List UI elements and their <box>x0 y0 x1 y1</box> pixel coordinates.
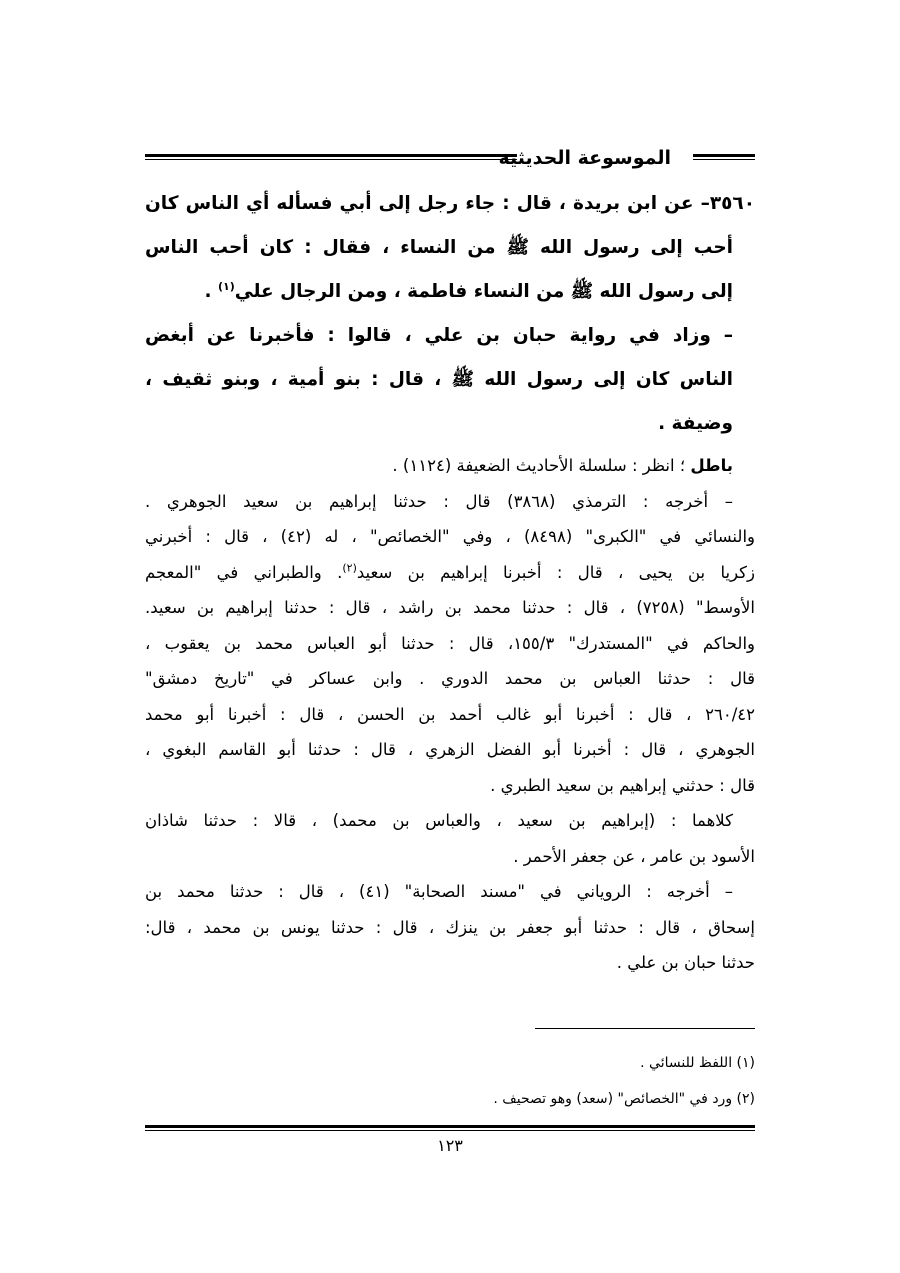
footnote-separator <box>535 1028 755 1029</box>
takhrij-line-4: الأوسط" (٧٢٥٨) ، قال : حدثنا محمد بن راشد ، قال : حدثنا إبراهيم بن سعيد. <box>145 598 755 617</box>
hadith-line-4: – وزاد في رواية حبان بن علي ، قالوا : فأخبرنا عن أبغض <box>145 325 733 346</box>
takhrij-line-8: الجوهري ، قال : أخبرنا أبو الفضل الزهري ، قال : حدثنا أبو القاسم البغوي ، <box>145 740 755 759</box>
hadith-line-6: وضيفة . <box>658 413 733 434</box>
takhrij-line-3 <box>145 555 755 591</box>
takhrij-line-11: الأسود بن عامر ، عن جعفر الأحمر . <box>513 846 755 866</box>
takhrij-line-14: حدثنا حبان بن علي . <box>616 953 755 972</box>
takhrij-line-5: والحاكم في "المستدرك" ١٥٥/٣، قال : حدثنا أبو العباس محمد بن يعقوب ، <box>145 633 755 653</box>
grading-word: باطل <box>690 456 733 475</box>
footnote-2: (٢) ورد في "الخصائص" (سعد) وهو تصحيف . <box>493 1091 755 1107</box>
takhrij-line-10: كلاهما : (إبراهيم بن سعيد ، والعباس بن محمد) ، قالا : حدثنا شاذان <box>145 811 733 830</box>
header-rule-left <box>145 154 517 160</box>
header-title: الموسوعة الحديثية <box>498 147 671 169</box>
header-rule-right <box>693 154 755 160</box>
hadith-line-2: أحب إلى رسول الله ﷺ من النساء ، فقال : كان أحب الناس <box>145 237 733 258</box>
document-page <box>145 140 755 1180</box>
running-header <box>145 140 755 176</box>
hadith-line-3 <box>145 270 755 314</box>
grading-rest: ؛ انظر : سلسلة الأحاديث الضعيفة (١١٢٤) . <box>392 456 691 475</box>
takhrij-line-7: ٢٦٠/٤٢ ، قال : أخبرنا أبو غالب أحمد بن الحسن ، قال : أخبرنا أبو محمد <box>145 704 755 724</box>
page-number: ١٢٣ <box>437 1136 463 1155</box>
takhrij-line-6: قال : حدثنا العباس بن محمد الدوري . وابن عساكر في "تاريخ دمشق" <box>145 669 755 688</box>
grading-line <box>145 448 755 484</box>
hadith-line-1: ٣٥٦٠– عن ابن بريدة ، قال : جاء رجل إلى أبي فسأله أي الناس كان <box>145 193 755 214</box>
takhrij-line-1: – أخرجه : الترمذي (٣٨٦٨) قال : حدثنا إبراهيم بن سعيد الجوهري . <box>145 491 733 511</box>
commentary <box>145 448 755 981</box>
hadith-line-3-text: إلى رسول الله ﷺ من النساء فاطمة ، ومن الرجال علي <box>234 281 733 302</box>
takhrij-line-13: إسحاق ، قال : حدثنا أبو جعفر بن ينزك ، قال : حدثنا يونس بن محمد ، قال: <box>145 917 755 937</box>
takhrij-line-2: والنسائي في "الكبرى" (٨٤٩٨) ، وفي "الخصائص" ، له (٤٢) ، قال : أخبرني <box>145 527 755 546</box>
footnote-marker-1: (١) <box>217 279 235 293</box>
takhrij-line-9: قال : حدثني إبراهيم بن سعيد الطبري . <box>490 775 755 795</box>
footnote-1: (١) اللفظ للنسائي . <box>640 1055 755 1071</box>
footnote-marker-2: (٢) <box>342 561 357 574</box>
footnotes <box>145 1045 755 1117</box>
takhrij-line-3-end: . والطبراني في "المعجم <box>145 562 343 582</box>
takhrij-line-12: – أخرجه : الروياني في "مسند الصحابة" (٤١) ، قال : حدثنا محمد بن <box>145 882 733 901</box>
hadith-line-3-end: . <box>204 281 218 302</box>
bottom-rule <box>145 1125 755 1131</box>
takhrij-line-3-text: زكريا بن يحيى ، قال : أخبرنا إبراهيم بن سعيد <box>356 562 755 582</box>
hadith-text <box>145 182 755 446</box>
hadith-line-5: الناس كان إلى رسول الله ﷺ ، قال : بنو أمية ، وبنو ثقيف ، <box>145 369 733 390</box>
